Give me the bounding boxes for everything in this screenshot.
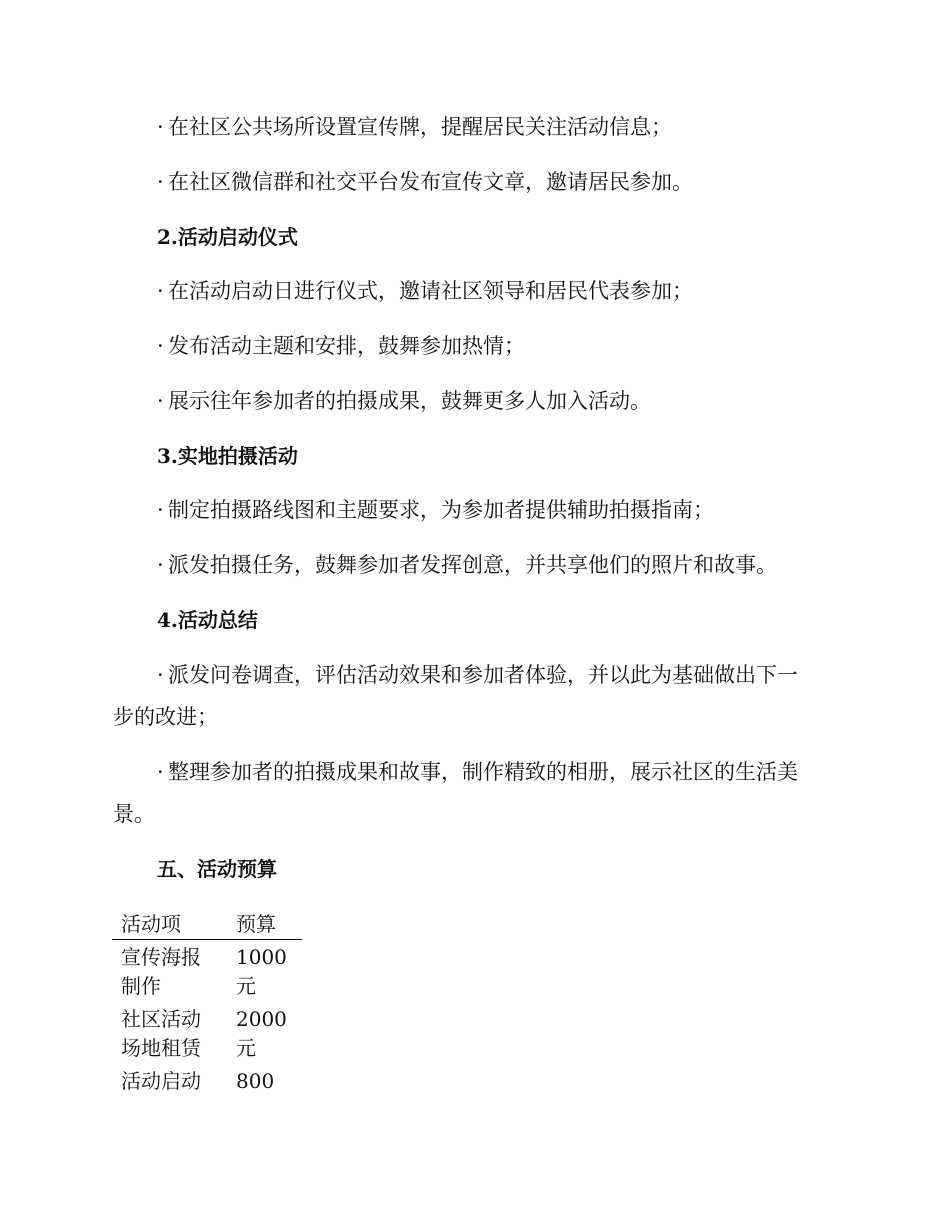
bullet-text: 在社区微信群和社交平台发布宣传文章，邀请居民参加。 — [168, 170, 693, 194]
bullet-dot: · — [157, 279, 164, 303]
bullet-text: 派发拍摄任务，鼓舞参加者发挥创意，并共享他们的照片和故事。 — [168, 553, 777, 577]
bullet-item — [157, 332, 525, 360]
budget-table — [112, 906, 302, 1097]
section-heading: 3.实地拍摄活动 — [157, 444, 298, 468]
bullet-dot: · — [157, 498, 164, 522]
table-row — [112, 1064, 302, 1097]
bullet-dot: · — [157, 170, 164, 194]
table-cell-budget: 1000元 — [236, 945, 287, 998]
table-cell-item: 活动启动 — [121, 1069, 201, 1093]
section-heading: 4.活动总结 — [157, 608, 258, 632]
bullet-item — [157, 758, 798, 786]
bullet-item — [157, 277, 693, 305]
column-header-item: 活动项 — [121, 912, 181, 936]
bullet-dot: · — [157, 115, 164, 139]
bullet-text: 发布活动主题和安排，鼓舞参加热情； — [168, 334, 525, 358]
bullet-text: 在活动启动日进行仪式，邀请社区领导和居民代表参加； — [168, 279, 693, 303]
bullet-dot: · — [157, 334, 164, 358]
bullet-text: 展示往年参加者的拍摄成果，鼓舞更多人加入活动。 — [168, 389, 651, 413]
bullet-item — [157, 113, 672, 141]
table-header-row — [112, 906, 302, 940]
bullet-dot: · — [157, 389, 164, 413]
bullet-text: 派发问卷调查，评估活动效果和参加者体验，并以此为基础做出下一 — [168, 663, 798, 687]
section-heading: 2.活动启动仪式 — [157, 225, 298, 249]
table-cell-budget: 2000元 — [236, 1007, 287, 1060]
bullet-item — [157, 496, 714, 524]
bullet-text: 整理参加者的拍摄成果和故事，制作精致的相册，展示社区的生活美 — [168, 760, 798, 784]
bullet-item — [157, 168, 693, 196]
table-cell-item: 宣传海报制作 — [121, 945, 201, 998]
bullet-dot: · — [157, 663, 164, 687]
bullet-continuation: 步的改进； — [113, 705, 218, 729]
bullet-text: 制定拍摄路线图和主题要求，为参加者提供辅助拍摄指南； — [168, 498, 714, 522]
bullet-dot: · — [157, 553, 164, 577]
bullet-text: 在社区公共场所设置宣传牌，提醒居民关注活动信息； — [168, 115, 672, 139]
table-row — [112, 940, 302, 1003]
bullet-continuation: 景。 — [113, 802, 155, 826]
bullet-item — [157, 551, 777, 579]
bullet-dot: · — [157, 760, 164, 784]
table-cell-item: 社区活动场地租赁 — [121, 1007, 201, 1060]
section-heading: 五、活动预算 — [157, 857, 277, 881]
bullet-item — [157, 387, 651, 415]
column-header-budget: 预算 — [236, 912, 276, 936]
table-row — [112, 1002, 302, 1064]
bullet-item — [157, 661, 798, 689]
table-cell-budget: 800 — [236, 1069, 275, 1093]
